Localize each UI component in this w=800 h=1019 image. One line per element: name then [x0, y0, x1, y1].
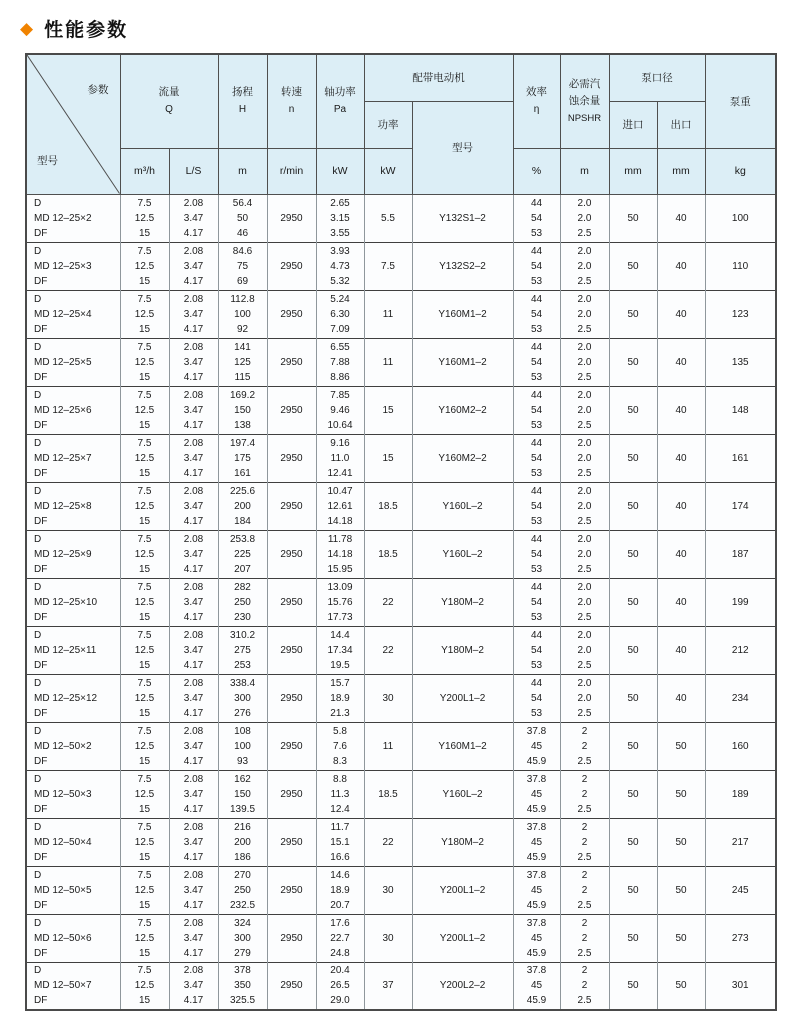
cell-outlet-diameter-mm: 40 [657, 674, 705, 722]
cell-npshr-m: 2.0 2.0 2.5 [560, 386, 609, 434]
cell-head-m: 324 300 279 [218, 914, 267, 962]
cell-outlet-diameter-mm: 50 [657, 818, 705, 866]
cell-outlet-diameter-mm: 40 [657, 290, 705, 338]
table-row [26, 530, 776, 578]
header-port-outlet: 出口 [657, 101, 705, 148]
corner-param-label: 参数 [87, 84, 109, 96]
cell-flow-ls: 2.08 3.47 4.17 [169, 722, 218, 770]
cell-outlet-diameter-mm: 40 [657, 482, 705, 530]
cell-efficiency-pct: 44 54 53 [513, 242, 560, 290]
corner-model-label: 型号 [37, 154, 58, 167]
cell-efficiency-pct: 44 54 53 [513, 626, 560, 674]
cell-flow-m3h: 7.5 12.5 15 [120, 674, 169, 722]
cell-flow-m3h: 7.5 12.5 15 [120, 194, 169, 242]
table-row [26, 722, 776, 770]
table-row [26, 578, 776, 626]
cell-shaft-power-kw: 14.4 17.34 19.5 [316, 626, 364, 674]
table-row [26, 386, 776, 434]
cell-head-m: 225.6 200 184 [218, 482, 267, 530]
cell-pump-model: D MD 12–25×8 DF [26, 482, 120, 530]
cell-inlet-diameter-mm: 50 [609, 722, 657, 770]
cell-head-m: 141 125 115 [218, 338, 267, 386]
cell-efficiency-pct: 44 54 53 [513, 482, 560, 530]
cell-motor-power-kw: 15 [364, 386, 412, 434]
cell-pump-model: D MD 12–25×11 DF [26, 626, 120, 674]
cell-efficiency-pct: 44 54 53 [513, 290, 560, 338]
cell-shaft-power-kw: 6.55 7.88 8.86 [316, 338, 364, 386]
cell-speed-rpm: 2950 [267, 530, 316, 578]
cell-speed-rpm: 2950 [267, 338, 316, 386]
shaft-power-label: 轴功率 [324, 86, 356, 99]
cell-speed-rpm: 2950 [267, 962, 316, 1010]
cell-head-m: 216 200 186 [218, 818, 267, 866]
cell-motor-power-kw: 11 [364, 338, 412, 386]
cell-speed-rpm: 2950 [267, 434, 316, 482]
cell-motor-power-kw: 5.5 [364, 194, 412, 242]
cell-motor-model: Y132S2–2 [412, 242, 513, 290]
cell-flow-ls: 2.08 3.47 4.17 [169, 434, 218, 482]
cell-head-m: 378 350 325.5 [218, 962, 267, 1010]
cell-pump-model: D MD 12–50×6 DF [26, 914, 120, 962]
cell-flow-m3h: 7.5 12.5 15 [120, 386, 169, 434]
npshr-label: 必需汽蚀余量 [568, 77, 601, 107]
efficiency-label: 效率 [526, 86, 547, 99]
cell-flow-m3h: 7.5 12.5 15 [120, 578, 169, 626]
unit-efficiency: % [513, 148, 560, 194]
table-row [26, 482, 776, 530]
cell-speed-rpm: 2950 [267, 578, 316, 626]
cell-speed-rpm: 2950 [267, 674, 316, 722]
cell-outlet-diameter-mm: 50 [657, 914, 705, 962]
cell-head-m: 108 100 93 [218, 722, 267, 770]
table-row [26, 626, 776, 674]
cell-flow-ls: 2.08 3.47 4.17 [169, 914, 218, 962]
header-npshr [560, 54, 609, 148]
cell-shaft-power-kw: 7.85 9.46 10.64 [316, 386, 364, 434]
cell-pump-weight-kg: 301 [705, 962, 776, 1010]
cell-motor-model: Y200L2–2 [412, 962, 513, 1010]
cell-inlet-diameter-mm: 50 [609, 914, 657, 962]
cell-pump-weight-kg: 123 [705, 290, 776, 338]
cell-pump-weight-kg: 135 [705, 338, 776, 386]
table-row [26, 290, 776, 338]
cell-flow-ls: 2.08 3.47 4.17 [169, 530, 218, 578]
speed-label: 转速 [281, 86, 302, 99]
table-row [26, 914, 776, 962]
cell-motor-power-kw: 18.5 [364, 770, 412, 818]
cell-outlet-diameter-mm: 50 [657, 962, 705, 1010]
cell-npshr-m: 2.0 2.0 2.5 [560, 674, 609, 722]
cell-motor-model: Y132S1–2 [412, 194, 513, 242]
cell-flow-ls: 2.08 3.47 4.17 [169, 674, 218, 722]
cell-flow-m3h: 7.5 12.5 15 [120, 434, 169, 482]
cell-flow-ls: 2.08 3.47 4.17 [169, 386, 218, 434]
cell-head-m: 112.8 100 92 [218, 290, 267, 338]
cell-flow-m3h: 7.5 12.5 15 [120, 770, 169, 818]
cell-npshr-m: 2 2 2.5 [560, 722, 609, 770]
cell-motor-power-kw: 30 [364, 674, 412, 722]
corner-header-cell [26, 54, 120, 194]
npshr-symbol: NPSHR [567, 112, 602, 124]
cell-inlet-diameter-mm: 50 [609, 818, 657, 866]
cell-shaft-power-kw: 2.65 3.15 3.55 [316, 194, 364, 242]
cell-outlet-diameter-mm: 40 [657, 194, 705, 242]
cell-pump-model: D MD 12–50×2 DF [26, 722, 120, 770]
cell-flow-m3h: 7.5 12.5 15 [120, 866, 169, 914]
cell-motor-model: Y160L–2 [412, 530, 513, 578]
cell-shaft-power-kw: 20.4 26.5 29.0 [316, 962, 364, 1010]
cell-pump-weight-kg: 160 [705, 722, 776, 770]
cell-outlet-diameter-mm: 50 [657, 722, 705, 770]
table-body [26, 194, 776, 1010]
cell-flow-m3h: 7.5 12.5 15 [120, 818, 169, 866]
cell-flow-m3h: 7.5 12.5 15 [120, 626, 169, 674]
cell-npshr-m: 2.0 2.0 2.5 [560, 626, 609, 674]
cell-motor-power-kw: 7.5 [364, 242, 412, 290]
cell-efficiency-pct: 37.8 45 45.9 [513, 818, 560, 866]
unit-motor-power: kW [364, 148, 412, 194]
cell-speed-rpm: 2950 [267, 242, 316, 290]
cell-pump-model: D MD 12–25×12 DF [26, 674, 120, 722]
cell-outlet-diameter-mm: 50 [657, 770, 705, 818]
cell-head-m: 197.4 175 161 [218, 434, 267, 482]
cell-npshr-m: 2.0 2.0 2.5 [560, 434, 609, 482]
cell-pump-weight-kg: 148 [705, 386, 776, 434]
cell-shaft-power-kw: 8.8 11.3 12.4 [316, 770, 364, 818]
unit-flow-ls: L/S [169, 148, 218, 194]
table-row [26, 194, 776, 242]
unit-speed: r/min [267, 148, 316, 194]
cell-motor-power-kw: 30 [364, 866, 412, 914]
cell-motor-model: Y160L–2 [412, 770, 513, 818]
cell-inlet-diameter-mm: 50 [609, 962, 657, 1010]
cell-pump-weight-kg: 234 [705, 674, 776, 722]
cell-pump-model: D MD 12–25×9 DF [26, 530, 120, 578]
table-row [26, 674, 776, 722]
cell-inlet-diameter-mm: 50 [609, 626, 657, 674]
header-flow [120, 54, 218, 148]
cell-flow-ls: 2.08 3.47 4.17 [169, 194, 218, 242]
cell-shaft-power-kw: 17.6 22.7 24.8 [316, 914, 364, 962]
shaft-power-symbol: Pa [333, 104, 347, 116]
cell-speed-rpm: 2950 [267, 626, 316, 674]
cell-inlet-diameter-mm: 50 [609, 338, 657, 386]
cell-npshr-m: 2 2 2.5 [560, 914, 609, 962]
cell-shaft-power-kw: 11.78 14.18 15.95 [316, 530, 364, 578]
section-title-bar [0, 0, 800, 53]
table-row [26, 770, 776, 818]
cell-flow-m3h: 7.5 12.5 15 [120, 914, 169, 962]
cell-flow-m3h: 7.5 12.5 15 [120, 482, 169, 530]
cell-flow-m3h: 7.5 12.5 15 [120, 338, 169, 386]
cell-outlet-diameter-mm: 40 [657, 338, 705, 386]
cell-motor-power-kw: 30 [364, 914, 412, 962]
table-row [26, 866, 776, 914]
cell-efficiency-pct: 37.8 45 45.9 [513, 962, 560, 1010]
cell-motor-power-kw: 22 [364, 818, 412, 866]
cell-head-m: 169.2 150 138 [218, 386, 267, 434]
cell-flow-ls: 2.08 3.47 4.17 [169, 770, 218, 818]
unit-port-inlet: mm [609, 148, 657, 194]
cell-efficiency-pct: 44 54 53 [513, 674, 560, 722]
cell-head-m: 270 250 232.5 [218, 866, 267, 914]
flow-label: 流量 [158, 86, 180, 99]
cell-efficiency-pct: 44 54 53 [513, 578, 560, 626]
cell-motor-model: Y160M1–2 [412, 290, 513, 338]
cell-flow-ls: 2.08 3.47 4.17 [169, 818, 218, 866]
unit-flow-m3h: m³/h [120, 148, 169, 194]
cell-motor-model: Y200L1–2 [412, 914, 513, 962]
cell-flow-m3h: 7.5 12.5 15 [120, 530, 169, 578]
cell-pump-weight-kg: 161 [705, 434, 776, 482]
cell-pump-model: D MD 12–25×3 DF [26, 242, 120, 290]
diamond-icon: ◆ [20, 19, 34, 38]
cell-speed-rpm: 2950 [267, 386, 316, 434]
cell-efficiency-pct: 44 54 53 [513, 194, 560, 242]
cell-inlet-diameter-mm: 50 [609, 386, 657, 434]
cell-efficiency-pct: 44 54 53 [513, 338, 560, 386]
cell-flow-ls: 2.08 3.47 4.17 [169, 338, 218, 386]
cell-pump-model: D MD 12–25×6 DF [26, 386, 120, 434]
cell-flow-ls: 2.08 3.47 4.17 [169, 482, 218, 530]
cell-motor-model: Y160M1–2 [412, 722, 513, 770]
cell-speed-rpm: 2950 [267, 482, 316, 530]
cell-pump-weight-kg: 187 [705, 530, 776, 578]
cell-motor-power-kw: 22 [364, 626, 412, 674]
cell-efficiency-pct: 44 54 53 [513, 434, 560, 482]
cell-head-m: 282 250 230 [218, 578, 267, 626]
cell-pump-model: D MD 12–50×5 DF [26, 866, 120, 914]
cell-motor-model: Y180M–2 [412, 818, 513, 866]
cell-motor-model: Y180M–2 [412, 578, 513, 626]
head-label: 扬程 [232, 86, 253, 99]
cell-shaft-power-kw: 5.8 7.6 8.3 [316, 722, 364, 770]
speed-symbol: n [288, 104, 295, 116]
cell-head-m: 56.4 50 46 [218, 194, 267, 242]
cell-npshr-m: 2.0 2.0 2.5 [560, 482, 609, 530]
cell-pump-model: D MD 12–50×4 DF [26, 818, 120, 866]
header-speed [267, 54, 316, 148]
cell-inlet-diameter-mm: 50 [609, 770, 657, 818]
cell-efficiency-pct: 37.8 45 45.9 [513, 866, 560, 914]
cell-outlet-diameter-mm: 40 [657, 626, 705, 674]
cell-npshr-m: 2 2 2.5 [560, 818, 609, 866]
cell-pump-model: D MD 12–25×5 DF [26, 338, 120, 386]
cell-head-m: 338.4 300 276 [218, 674, 267, 722]
cell-shaft-power-kw: 5.24 6.30 7.09 [316, 290, 364, 338]
cell-motor-power-kw: 18.5 [364, 482, 412, 530]
cell-shaft-power-kw: 13.09 15.76 17.73 [316, 578, 364, 626]
cell-inlet-diameter-mm: 50 [609, 194, 657, 242]
header-head [218, 54, 267, 148]
cell-inlet-diameter-mm: 50 [609, 434, 657, 482]
header-motor-power: 功率 [364, 101, 412, 148]
cell-efficiency-pct: 37.8 45 45.9 [513, 722, 560, 770]
cell-speed-rpm: 2950 [267, 194, 316, 242]
cell-flow-ls: 2.08 3.47 4.17 [169, 626, 218, 674]
cell-head-m: 84.6 75 69 [218, 242, 267, 290]
cell-pump-weight-kg: 199 [705, 578, 776, 626]
cell-shaft-power-kw: 14.6 18.9 20.7 [316, 866, 364, 914]
cell-pump-weight-kg: 217 [705, 818, 776, 866]
cell-motor-model: Y160M2–2 [412, 434, 513, 482]
cell-flow-ls: 2.08 3.47 4.17 [169, 242, 218, 290]
cell-npshr-m: 2.0 2.0 2.5 [560, 338, 609, 386]
cell-motor-model: Y160L–2 [412, 482, 513, 530]
cell-motor-power-kw: 22 [364, 578, 412, 626]
cell-outlet-diameter-mm: 40 [657, 530, 705, 578]
header-weight: 泵重 [705, 54, 776, 148]
cell-pump-model: D MD 12–50×3 DF [26, 770, 120, 818]
cell-speed-rpm: 2950 [267, 290, 316, 338]
table-row [26, 962, 776, 1010]
cell-pump-model: D MD 12–25×7 DF [26, 434, 120, 482]
cell-shaft-power-kw: 11.7 15.1 16.6 [316, 818, 364, 866]
cell-npshr-m: 2.0 2.0 2.5 [560, 194, 609, 242]
cell-head-m: 253.8 225 207 [218, 530, 267, 578]
cell-speed-rpm: 2950 [267, 866, 316, 914]
table-row [26, 338, 776, 386]
cell-outlet-diameter-mm: 40 [657, 434, 705, 482]
cell-pump-weight-kg: 273 [705, 914, 776, 962]
cell-pump-model: D MD 12–50×7 DF [26, 962, 120, 1010]
unit-head: m [218, 148, 267, 194]
cell-pump-weight-kg: 110 [705, 242, 776, 290]
header-shaft-power [316, 54, 364, 148]
header-motor-model: 型号 [412, 101, 513, 194]
cell-speed-rpm: 2950 [267, 722, 316, 770]
cell-inlet-diameter-mm: 50 [609, 482, 657, 530]
cell-flow-ls: 2.08 3.47 4.17 [169, 866, 218, 914]
flow-symbol: Q [165, 104, 173, 116]
cell-pump-weight-kg: 174 [705, 482, 776, 530]
unit-npshr: m [560, 148, 609, 194]
cell-flow-ls: 2.08 3.47 4.17 [169, 962, 218, 1010]
cell-pump-model: D MD 12–25×2 DF [26, 194, 120, 242]
cell-efficiency-pct: 44 54 53 [513, 530, 560, 578]
cell-motor-model: Y160M2–2 [412, 386, 513, 434]
cell-npshr-m: 2.0 2.0 2.5 [560, 242, 609, 290]
cell-motor-model: Y200L1–2 [412, 674, 513, 722]
cell-head-m: 310.2 275 253 [218, 626, 267, 674]
cell-inlet-diameter-mm: 50 [609, 866, 657, 914]
table-row [26, 434, 776, 482]
cell-motor-model: Y180M–2 [412, 626, 513, 674]
cell-motor-power-kw: 18.5 [364, 530, 412, 578]
cell-flow-m3h: 7.5 12.5 15 [120, 290, 169, 338]
cell-outlet-diameter-mm: 40 [657, 578, 705, 626]
cell-outlet-diameter-mm: 40 [657, 386, 705, 434]
page-title: 性能参数 [44, 20, 129, 41]
cell-motor-model: Y200L1–2 [412, 866, 513, 914]
cell-pump-model: D MD 12–25×4 DF [26, 290, 120, 338]
cell-npshr-m: 2 2 2.5 [560, 866, 609, 914]
efficiency-symbol: η [533, 104, 540, 116]
cell-npshr-m: 2.0 2.0 2.5 [560, 530, 609, 578]
cell-pump-weight-kg: 245 [705, 866, 776, 914]
cell-flow-ls: 2.08 3.47 4.17 [169, 290, 218, 338]
cell-efficiency-pct: 44 54 53 [513, 386, 560, 434]
cell-inlet-diameter-mm: 50 [609, 290, 657, 338]
cell-efficiency-pct: 37.8 45 45.9 [513, 770, 560, 818]
cell-flow-ls: 2.08 3.47 4.17 [169, 578, 218, 626]
cell-speed-rpm: 2950 [267, 914, 316, 962]
header-motor-group: 配带电动机 [364, 54, 513, 101]
diagonal-divider [27, 55, 120, 194]
cell-speed-rpm: 2950 [267, 818, 316, 866]
unit-weight: kg [705, 148, 776, 194]
cell-motor-model: Y160M1–2 [412, 338, 513, 386]
cell-motor-power-kw: 11 [364, 290, 412, 338]
unit-shaft-power: kW [316, 148, 364, 194]
cell-pump-weight-kg: 212 [705, 626, 776, 674]
cell-shaft-power-kw: 10.47 12.61 14.18 [316, 482, 364, 530]
cell-npshr-m: 2.0 2.0 2.5 [560, 578, 609, 626]
cell-speed-rpm: 2950 [267, 770, 316, 818]
table-row [26, 242, 776, 290]
cell-outlet-diameter-mm: 40 [657, 242, 705, 290]
header-efficiency [513, 54, 560, 148]
cell-shaft-power-kw: 15.7 18.9 21.3 [316, 674, 364, 722]
cell-motor-power-kw: 37 [364, 962, 412, 1010]
performance-parameters-table [25, 53, 777, 1011]
cell-motor-power-kw: 15 [364, 434, 412, 482]
cell-outlet-diameter-mm: 50 [657, 866, 705, 914]
table-header [26, 54, 776, 194]
cell-npshr-m: 2 2 2.5 [560, 962, 609, 1010]
cell-inlet-diameter-mm: 50 [609, 242, 657, 290]
unit-port-outlet: mm [657, 148, 705, 194]
cell-pump-weight-kg: 100 [705, 194, 776, 242]
cell-shaft-power-kw: 3.93 4.73 5.32 [316, 242, 364, 290]
cell-shaft-power-kw: 9.16 11.0 12.41 [316, 434, 364, 482]
header-port-group: 泵口径 [609, 54, 705, 101]
cell-inlet-diameter-mm: 50 [609, 674, 657, 722]
cell-inlet-diameter-mm: 50 [609, 530, 657, 578]
cell-flow-m3h: 7.5 12.5 15 [120, 242, 169, 290]
cell-flow-m3h: 7.5 12.5 15 [120, 962, 169, 1010]
head-symbol: H [238, 104, 247, 116]
cell-head-m: 162 150 139.5 [218, 770, 267, 818]
table-row [26, 818, 776, 866]
cell-npshr-m: 2 2 2.5 [560, 770, 609, 818]
cell-pump-model: D MD 12–25×10 DF [26, 578, 120, 626]
cell-inlet-diameter-mm: 50 [609, 578, 657, 626]
header-port-inlet: 进口 [609, 101, 657, 148]
cell-flow-m3h: 7.5 12.5 15 [120, 722, 169, 770]
cell-motor-power-kw: 11 [364, 722, 412, 770]
cell-npshr-m: 2.0 2.0 2.5 [560, 290, 609, 338]
cell-pump-weight-kg: 189 [705, 770, 776, 818]
cell-efficiency-pct: 37.8 45 45.9 [513, 914, 560, 962]
